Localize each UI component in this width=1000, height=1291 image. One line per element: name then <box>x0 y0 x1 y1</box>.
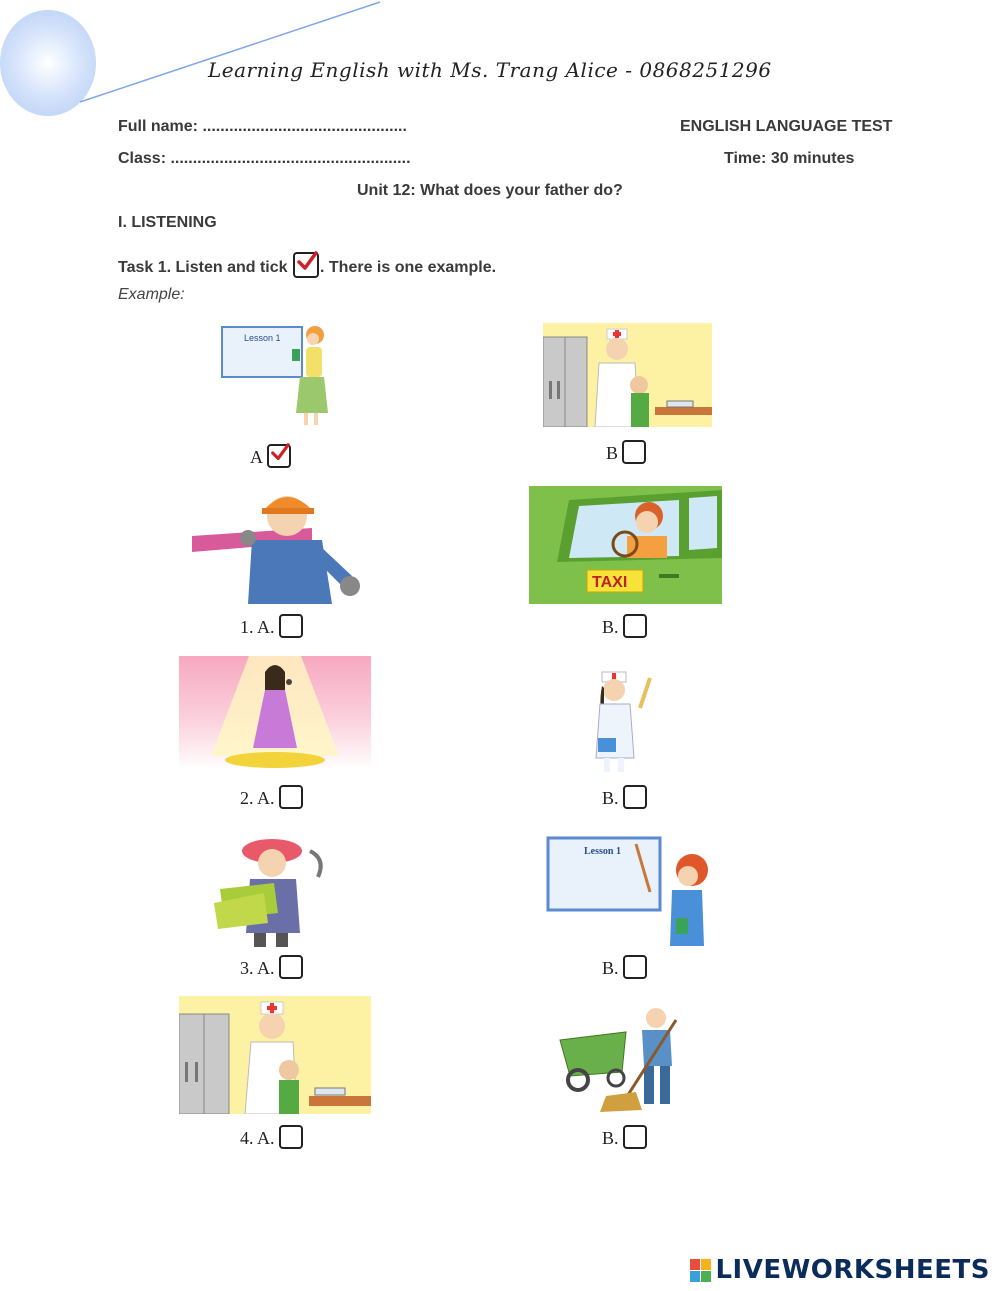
nurse-picture <box>590 668 660 776</box>
option-row-3-b <box>602 955 647 979</box>
option-row-3-a <box>240 955 303 979</box>
board-lesson-text: Lesson 1 <box>244 333 281 343</box>
teacher-picture <box>220 323 335 430</box>
option-label: B. <box>602 617 619 637</box>
test-time: Time: 30 minutes <box>724 150 855 167</box>
answer-checkbox-checked[interactable] <box>267 444 291 468</box>
answer-checkbox[interactable] <box>622 440 646 464</box>
liveworksheets-brand: LIVEWORKSHEETS <box>715 1255 990 1285</box>
taxi-driver-picture <box>529 486 722 604</box>
answer-checkbox[interactable] <box>279 955 303 979</box>
teacher-pointing-picture <box>546 836 712 946</box>
taxi-sign-text: TAXI <box>592 574 628 591</box>
street-sweeper-picture <box>556 1000 691 1114</box>
full-name-line[interactable]: Full name: .............................................. <box>118 118 407 135</box>
worker-picture <box>192 486 367 604</box>
header-title: Learning English with Ms. Trang Alice - 0868251296 <box>208 58 772 82</box>
board-lesson-text: Lesson 1 <box>584 846 621 857</box>
doctor-picture <box>543 323 712 427</box>
option-row-1-b <box>602 614 647 638</box>
singer-picture <box>179 656 371 770</box>
unit-title: Unit 12: What does your father do? <box>357 182 623 199</box>
answer-checkbox[interactable] <box>279 785 303 809</box>
option-label: 2. A. <box>240 788 275 808</box>
option-row-4-a <box>240 1125 303 1149</box>
option-label: B. <box>602 958 619 978</box>
answer-checkbox[interactable] <box>623 785 647 809</box>
decorative-line <box>0 0 400 110</box>
option-label: B <box>606 443 619 463</box>
option-row-1-a <box>240 614 303 638</box>
task-text-before: Task 1. Listen and tick <box>118 259 288 276</box>
option-label: 4. A. <box>240 1128 275 1148</box>
answer-checkbox[interactable] <box>623 614 647 638</box>
option-row-example-a <box>250 444 291 468</box>
option-row-2-a <box>240 785 303 809</box>
section-title: I. LISTENING <box>118 214 217 231</box>
doctor-picture <box>179 996 371 1114</box>
farmer-picture <box>214 833 332 947</box>
class-line[interactable]: Class: ...................................................... <box>118 150 411 167</box>
task-text-after: . There is one example. <box>320 259 497 276</box>
answer-checkbox[interactable] <box>623 955 647 979</box>
option-label: A <box>250 447 263 467</box>
option-row-example-b <box>606 440 646 464</box>
liveworksheets-logo[interactable] <box>690 1255 990 1285</box>
option-label: 3. A. <box>240 958 275 978</box>
option-row-4-b <box>602 1125 647 1149</box>
option-label: 1. A. <box>240 617 275 637</box>
answer-checkbox[interactable] <box>279 614 303 638</box>
task-instruction <box>118 252 496 278</box>
option-row-2-b <box>602 785 647 809</box>
option-label: B. <box>602 1128 619 1148</box>
tick-symbol-icon <box>293 252 319 278</box>
liveworksheets-blocks-icon <box>690 1259 711 1282</box>
test-title: ENGLISH LANGUAGE TEST <box>680 118 893 135</box>
example-label: Example: <box>118 286 185 303</box>
answer-checkbox[interactable] <box>623 1125 647 1149</box>
answer-checkbox[interactable] <box>279 1125 303 1149</box>
option-label: B. <box>602 788 619 808</box>
